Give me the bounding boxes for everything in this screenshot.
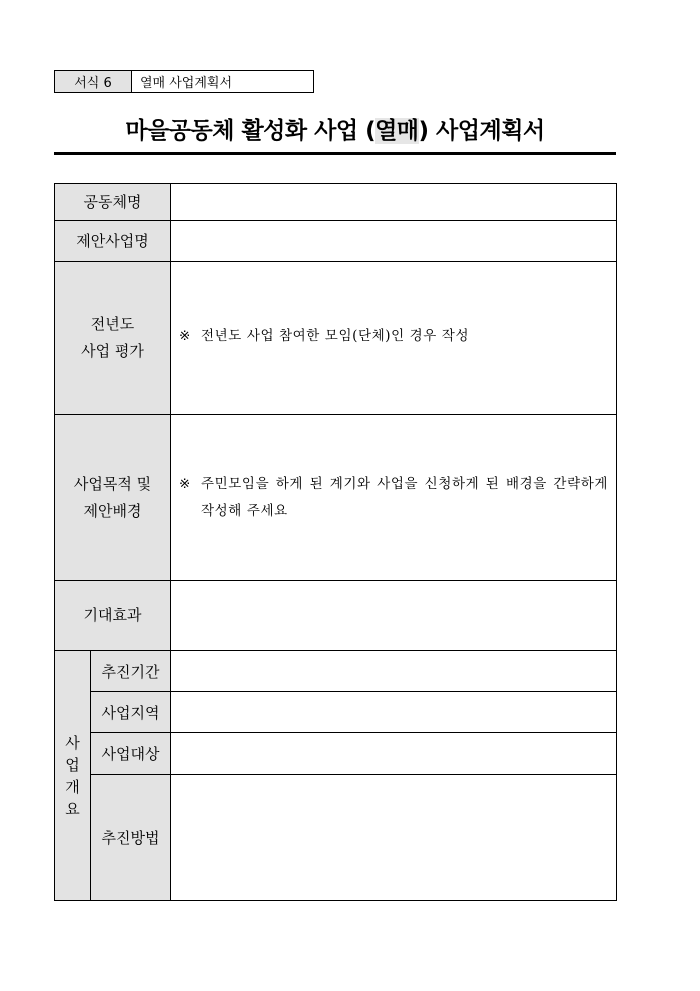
row-purpose — [55, 415, 617, 581]
title-bracket-open: ( — [365, 118, 376, 144]
note-mark: ※ — [179, 328, 191, 344]
row-region — [55, 692, 617, 733]
form-number-tag — [54, 70, 314, 93]
row-proposal-name — [55, 221, 617, 262]
label-overview — [55, 651, 91, 901]
label-community-name: 공동체명 — [55, 184, 171, 221]
title-suffix: 사업계획서 — [428, 118, 545, 144]
label-purpose — [55, 415, 171, 581]
plan-form-table — [54, 183, 617, 901]
label-purpose-line2: 제안배경 — [83, 501, 142, 520]
period-field[interactable] — [171, 651, 617, 692]
prev-eval-field[interactable] — [171, 262, 617, 415]
label-target: 사업대상 — [91, 733, 171, 775]
prev-eval-note-text: 전년도 사업 참여한 모임(단체)인 경우 작성 — [201, 328, 470, 344]
region-field[interactable] — [171, 692, 617, 733]
note-mark: ※ — [179, 475, 191, 492]
purpose-field[interactable] — [171, 415, 617, 581]
label-prev-eval-line1: 전년도 — [90, 315, 135, 333]
title-highlight: 열매 — [375, 118, 419, 144]
label-period: 추진기간 — [91, 651, 171, 692]
purpose-note-text: 주민모임을 하게 된 계기와 사업을 신청하게 된 배경을 간략하게 작성해 주세요 — [201, 475, 608, 519]
row-method — [55, 775, 617, 901]
row-prev-eval — [55, 262, 617, 415]
label-purpose-line1: 사업목적 및 — [73, 474, 152, 493]
title-main: 마을공동체 활성화 사업 — [125, 118, 366, 144]
row-target — [55, 733, 617, 775]
label-prev-eval — [55, 262, 171, 415]
community-name-field[interactable] — [171, 184, 617, 221]
title-bracket-close: ) — [418, 118, 429, 144]
label-prev-eval-line2: 사업 평가 — [81, 342, 144, 360]
form-name: 열매 사업계획서 — [140, 76, 233, 91]
effect-field[interactable] — [171, 581, 617, 651]
overview-char: 사 — [65, 733, 80, 752]
row-effect — [55, 581, 617, 651]
prev-eval-note — [171, 323, 616, 350]
label-region: 사업지역 — [91, 692, 171, 733]
method-field[interactable] — [171, 775, 617, 901]
label-proposal-name: 제안사업명 — [55, 221, 171, 262]
overview-char: 요 — [65, 799, 80, 818]
label-effect: 기대효과 — [55, 581, 171, 651]
overview-char: 업 — [65, 755, 80, 774]
overview-char: 개 — [65, 777, 80, 796]
purpose-note — [171, 471, 616, 525]
form-number: 서식 6 — [55, 71, 132, 92]
row-period — [55, 651, 617, 692]
title-underline — [54, 152, 616, 155]
target-field[interactable] — [171, 733, 617, 775]
row-community-name — [55, 184, 617, 221]
proposal-name-field[interactable] — [171, 221, 617, 262]
page-title — [54, 112, 616, 145]
label-method: 추진방법 — [91, 775, 171, 901]
